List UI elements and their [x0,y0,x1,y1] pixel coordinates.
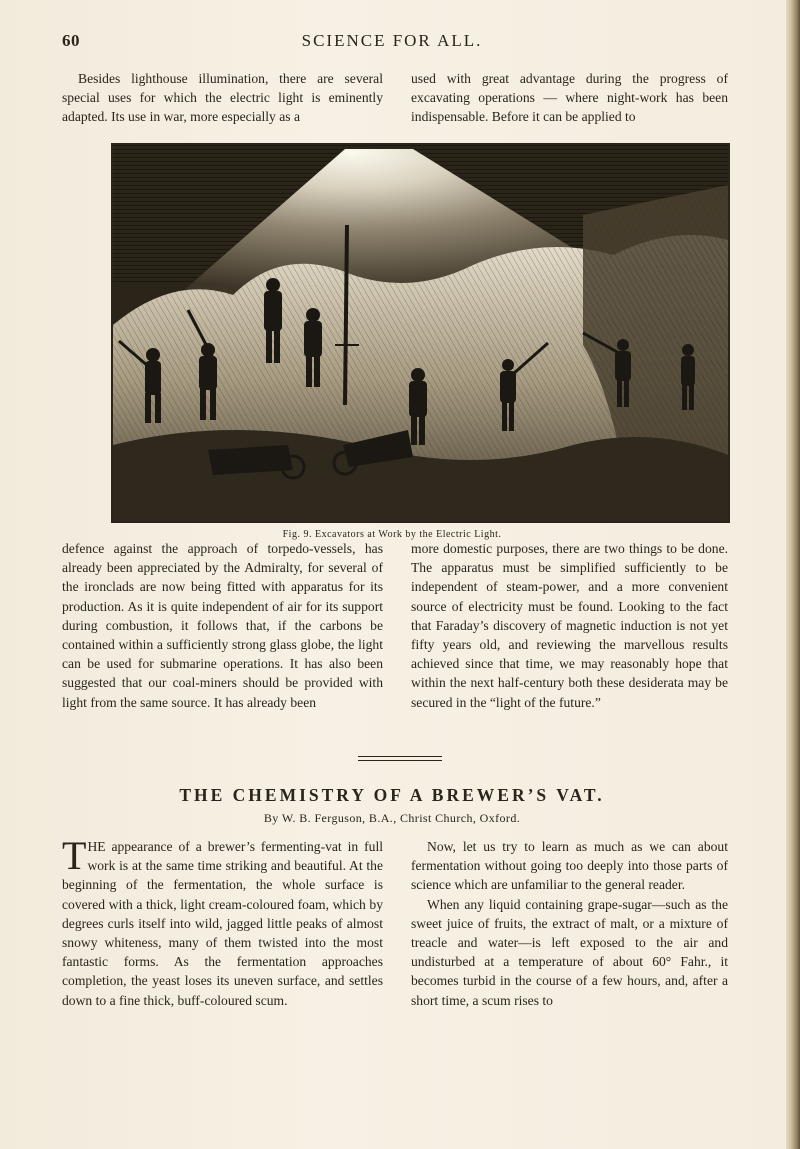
engraving-illustration [113,145,728,521]
article-opening-paragraph [62,833,383,1010]
page-binding-edge [786,0,800,1149]
article-paragraph-3: When any liquid containing grape-sugar—such as the sweet juice of fruits, the extract of malt, or a mixture of treacle and water—is left exposed to the air and undisturbed at a temperature of about 60° Fahr., it becomes turbid in the course of a few hours, and, after a short time, a scum rises to [411,896,728,1008]
article-opening-text: HE appearance of a brewer’s fermenting-vat in full work is at the same time striking and beautiful. At the beginning of the fermentation, the whole surface is covered with a thick, light cream-coloured foam, which by degrees curls itself into wild, jagged little peaks of almost snowy whiteness, many of them twisted into the most fantastic forms. As the fermentation approaches completion, the yeast loses its uneven surface, and settles down to a fine thick, buff-coloured scum. [62,839,383,1008]
electric-light-right-text: more domestic purposes, there are two things to be done. The apparatus must be simplified sufficiently to be independent of steam-power, and a more convenient source of electricity must be found. Looking to the fact that Faraday’s discovery of magnetic induction is not yet fifty years old, and reviewing the marvellous results achieved since that time, we may reasonably hope that within the next half-century both these desiderata may be secured in the “light of the future.” [411,541,728,710]
electric-light-left-text: defence against the approach of torpedo-vessels, has already been appreciated by the Admiralty, for several of the ironclads are now being fitted with apparatus for its production. As it is quite independent of air for its support during combustion, it follows that, if the carbons be contained within a sufficiently strong glass globe, the light can be used for submarine operations. It has also been suggested that our coal-miners should be provided with light from the same source. It has already been [62,541,383,710]
intro-left-text: Besides lighthouse illumination, there are several special uses for which the electric light is eminently adapted. Its use in war, more especially as a [62,71,383,125]
article-paragraph-2: Now, let us try to learn as much as we can about fermentation without going too deeply into those parts of science which are unfamiliar to the general reader. [411,839,728,893]
article-byline: By W. B. Ferguson, B.A., Christ Church, Oxford. [263,811,521,825]
drop-cap: T [62,833,87,878]
article-title: THE CHEMISTRY OF A BREWER’S VAT. [179,785,605,805]
running-title: SCIENCE FOR ALL. [301,31,483,50]
article-right-column [411,837,728,1010]
electric-light-left-column [62,539,383,712]
figure-caption: Fig. 9. Excavators at Work by the Electric Light. [282,529,502,540]
page-header [62,31,722,57]
engraving-excavators [111,143,730,523]
section-divider-top [358,756,442,757]
intro-right-column [411,69,728,127]
intro-right-text: used with great advantage during the progress of excavating operations — where night-work has been indispensable. Before it can be applied to [411,71,728,125]
intro-left-column [62,69,383,127]
article-left-column [62,833,383,1010]
electric-light-right-column [411,539,728,712]
section-divider-bottom [358,760,442,761]
page-number: 60 [62,31,80,50]
lamp-pole [345,225,347,405]
